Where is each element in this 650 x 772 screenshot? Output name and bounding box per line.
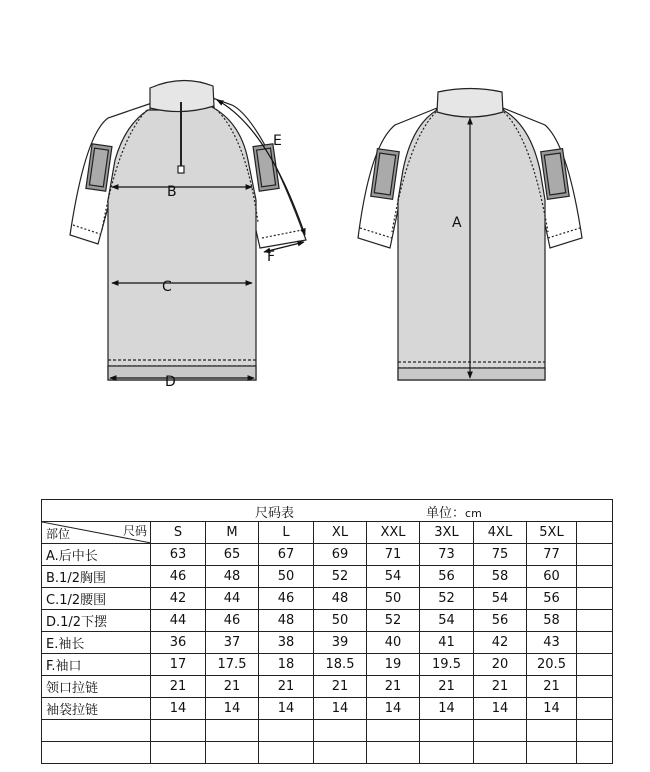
row-label: D.1/2下摆: [42, 610, 151, 632]
size-header-s: S: [151, 522, 206, 544]
empty-cell: [577, 610, 613, 632]
table-cell: 77: [527, 544, 577, 566]
table-cell: 50: [314, 610, 367, 632]
table-cell: 17: [151, 654, 206, 676]
size-header-row: [42, 522, 613, 544]
table-cell: 60: [527, 566, 577, 588]
table-cell: 56: [420, 566, 474, 588]
table-cell: 42: [151, 588, 206, 610]
table-cell: 14: [474, 698, 527, 720]
table-row: [42, 742, 613, 764]
row-label: [42, 742, 151, 764]
table-cell: [206, 720, 259, 742]
empty-cell: [577, 588, 613, 610]
table-cell: 48: [206, 566, 259, 588]
table-cell: 21: [527, 676, 577, 698]
table-row: [42, 566, 613, 588]
row-label: [42, 720, 151, 742]
table-cell: 21: [206, 676, 259, 698]
table-cell: 18.5: [314, 654, 367, 676]
size-header-5xl: 5XL: [527, 522, 577, 544]
table-title: 尺码表: [255, 506, 295, 521]
table-cell: 56: [474, 610, 527, 632]
table-row: [42, 654, 613, 676]
table-row: [42, 632, 613, 654]
size-header-3xl: 3XL: [420, 522, 474, 544]
table-cell: 39: [314, 632, 367, 654]
table-cell: 46: [151, 566, 206, 588]
table-cell: 52: [420, 588, 474, 610]
table-cell: 41: [420, 632, 474, 654]
table-cell: 52: [314, 566, 367, 588]
table-cell: 54: [367, 566, 420, 588]
table-row: [42, 676, 613, 698]
table-cell: 65: [206, 544, 259, 566]
size-header-m: M: [206, 522, 259, 544]
table-cell: [314, 720, 367, 742]
table-row: [42, 610, 613, 632]
size-chart-table: [41, 499, 613, 764]
table-cell: 56: [527, 588, 577, 610]
table-cell: 63: [151, 544, 206, 566]
table-cell: [420, 720, 474, 742]
unit-value: cm: [465, 507, 482, 520]
table-cell: 21: [314, 676, 367, 698]
table-cell: 21: [151, 676, 206, 698]
table-cell: 37: [206, 632, 259, 654]
table-cell: 43: [527, 632, 577, 654]
table-cell: 17.5: [206, 654, 259, 676]
table-cell: [474, 742, 527, 764]
table-row: [42, 720, 613, 742]
label-f: F: [267, 249, 276, 265]
table-cell: 14: [367, 698, 420, 720]
table-cell: 48: [314, 588, 367, 610]
empty-cell: [577, 566, 613, 588]
table-cell: [367, 720, 420, 742]
table-cell: 52: [367, 610, 420, 632]
front-view: [70, 80, 306, 380]
empty-cell: [577, 720, 613, 742]
table-cell: 46: [259, 588, 314, 610]
table-cell: [314, 742, 367, 764]
table-cell: 50: [259, 566, 314, 588]
table-cell: [474, 720, 527, 742]
corner-size-label: 尺码: [122, 524, 147, 538]
table-cell: 75: [474, 544, 527, 566]
table-cell: 54: [420, 610, 474, 632]
table-cell: [420, 742, 474, 764]
row-label: E.袖长: [42, 632, 151, 654]
table-title-row: [42, 500, 613, 522]
table-cell: 38: [259, 632, 314, 654]
empty-header-cell: [577, 522, 613, 544]
empty-cell: [577, 742, 613, 764]
table-cell: [259, 742, 314, 764]
table-cell: 42: [474, 632, 527, 654]
label-a: A: [452, 215, 462, 231]
table-cell: 44: [151, 610, 206, 632]
table-cell: 20.5: [527, 654, 577, 676]
table-cell: 46: [206, 610, 259, 632]
table-cell: 18: [259, 654, 314, 676]
row-label: 领口拉链: [42, 676, 151, 698]
size-header-xl: XL: [314, 522, 367, 544]
table-cell: 14: [151, 698, 206, 720]
corner-part-label: 部位: [46, 527, 71, 541]
table-cell: 21: [259, 676, 314, 698]
label-e: E: [273, 133, 282, 149]
table-cell: 48: [259, 610, 314, 632]
size-header-xxl: XXL: [367, 522, 420, 544]
table-cell: 50: [367, 588, 420, 610]
table-cell: 67: [259, 544, 314, 566]
row-label: A.后中长: [42, 544, 151, 566]
row-label: F.袖口: [42, 654, 151, 676]
table-cell: 14: [420, 698, 474, 720]
table-cell: 58: [527, 610, 577, 632]
table-row: [42, 588, 613, 610]
table-cell: 20: [474, 654, 527, 676]
size-header-l: L: [259, 522, 314, 544]
table-cell: 58: [474, 566, 527, 588]
table-cell: 36: [151, 632, 206, 654]
table-cell: [259, 720, 314, 742]
table-cell: [527, 720, 577, 742]
table-cell: 19.5: [420, 654, 474, 676]
table-cell: [151, 742, 206, 764]
table-cell: [151, 720, 206, 742]
label-c: C: [162, 279, 172, 295]
label-d: D: [165, 374, 176, 390]
row-label: C.1/2腰围: [42, 588, 151, 610]
empty-cell: [577, 698, 613, 720]
unit-label: 单位：cm: [426, 506, 482, 521]
table-cell: 21: [474, 676, 527, 698]
row-label: B.1/2胸围: [42, 566, 151, 588]
table-row: [42, 698, 613, 720]
back-body: [398, 110, 545, 380]
table-cell: 14: [527, 698, 577, 720]
table-cell: 73: [420, 544, 474, 566]
empty-cell: [577, 544, 613, 566]
table-cell: 40: [367, 632, 420, 654]
table-cell: 71: [367, 544, 420, 566]
table-row: [42, 544, 613, 566]
empty-cell: [577, 676, 613, 698]
empty-cell: [577, 632, 613, 654]
table-cell: 14: [206, 698, 259, 720]
back-collar: [437, 89, 503, 118]
row-label: 袖袋拉链: [42, 698, 151, 720]
table-cell: 21: [367, 676, 420, 698]
table-cell: 69: [314, 544, 367, 566]
table-cell: 14: [259, 698, 314, 720]
table-cell: 14: [314, 698, 367, 720]
table-cell: 21: [420, 676, 474, 698]
table-cell: [527, 742, 577, 764]
table-cell: 19: [367, 654, 420, 676]
table-cell: [206, 742, 259, 764]
table-cell: 54: [474, 588, 527, 610]
table-cell: 44: [206, 588, 259, 610]
empty-cell: [577, 654, 613, 676]
corner-cell: [42, 522, 151, 544]
size-header-4xl: 4XL: [474, 522, 527, 544]
table-cell: [367, 742, 420, 764]
label-b: B: [167, 184, 177, 200]
